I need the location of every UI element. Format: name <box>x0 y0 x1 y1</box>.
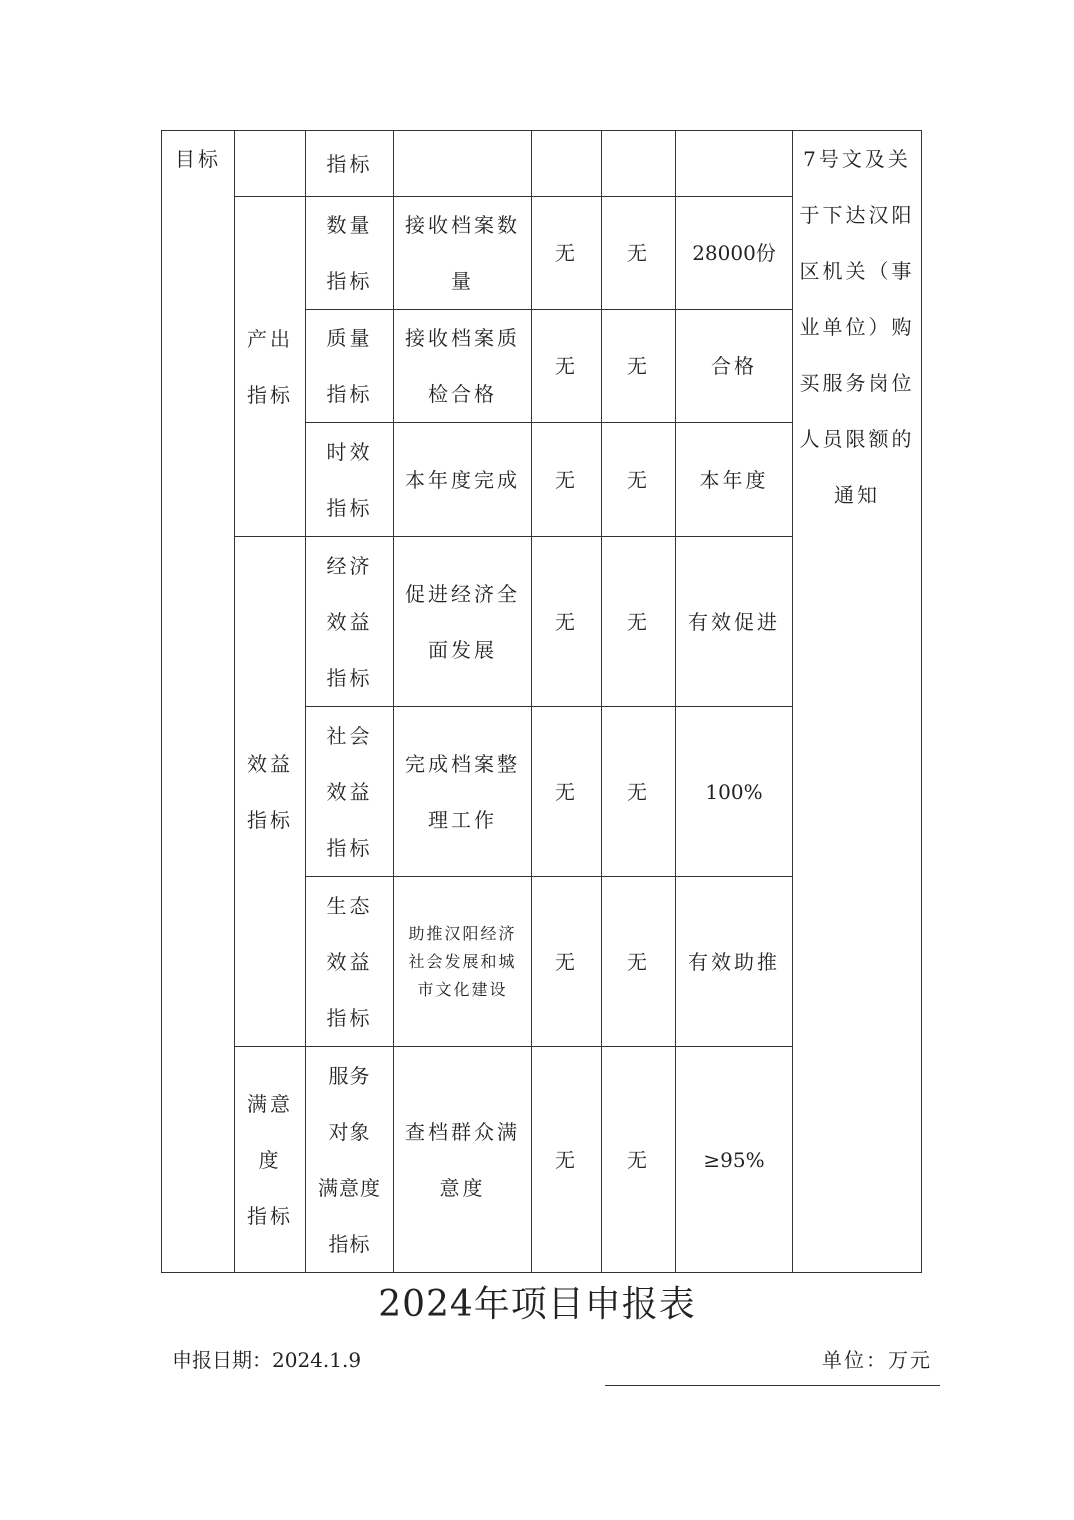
indicator-content: 促进经济全 面发展 <box>405 581 520 662</box>
indicator-name: 生态 效益 指标 <box>326 893 373 1030</box>
indicator-name: 经济 效益 指标 <box>326 553 373 690</box>
target-value: 合格 <box>711 354 757 378</box>
target-value: ≥95% <box>703 1147 765 1172</box>
target-value: 本年度 <box>699 467 769 492</box>
goal-header: 目标 <box>175 147 221 171</box>
indicator-name: 社会 效益 指标 <box>326 723 373 860</box>
value-a: 无 <box>555 241 578 265</box>
target-value: 100% <box>705 779 763 804</box>
indicator-name: 时效 指标 <box>326 439 373 520</box>
value-a: 无 <box>555 779 578 804</box>
indicator-content: 完成档案整 理工作 <box>405 751 520 832</box>
indicator-name: 数量 指标 <box>326 213 373 293</box>
benefit-category: 效益 指标 <box>247 751 293 832</box>
indicator-content: 助推汉阳经济 社会发展和城 市文化建设 <box>408 923 517 999</box>
target-value: 28000份 <box>692 241 776 265</box>
value-b: 无 <box>627 779 650 804</box>
satisfaction-category: 满意 度 指标 <box>247 1091 293 1228</box>
indicator-name: 服务 对象 满意度 指标 <box>318 1063 381 1256</box>
value-b: 无 <box>627 354 650 378</box>
value-a: 无 <box>555 467 578 492</box>
value-b: 无 <box>627 609 650 634</box>
value-a: 无 <box>555 949 578 974</box>
value-a: 无 <box>555 1147 578 1172</box>
divider <box>605 1385 940 1386</box>
page-title: 2024年项目申报表 <box>378 1284 696 1325</box>
indicator-content: 查档群众满 意度 <box>405 1119 520 1200</box>
value-a: 无 <box>555 609 578 634</box>
target-value: 有效促进 <box>688 609 780 634</box>
indicator-content: 本年度完成 <box>405 467 520 492</box>
output-category: 产出 指标 <box>247 326 293 407</box>
value-a: 无 <box>555 354 578 378</box>
indicator-name: 质量 指标 <box>326 326 373 406</box>
indicator-content: 接收档案数 量 <box>405 213 520 293</box>
indicator-content: 接收档案质 检合格 <box>405 326 520 406</box>
value-b: 无 <box>627 949 650 974</box>
indicator-header: 指标 <box>326 151 373 176</box>
unit-label: 单位：万元 <box>822 1348 932 1372</box>
value-b: 无 <box>627 467 650 492</box>
target-value: 有效助推 <box>688 949 780 974</box>
value-b: 无 <box>627 241 650 265</box>
report-date: 申报日期：2024.1.9 <box>172 1348 362 1372</box>
value-b: 无 <box>627 1147 650 1172</box>
policy-basis: 7号文及关 于下达汉阳 区机关（事 业单位）购 买服务岗位 人员限额的 通知 <box>799 147 915 507</box>
